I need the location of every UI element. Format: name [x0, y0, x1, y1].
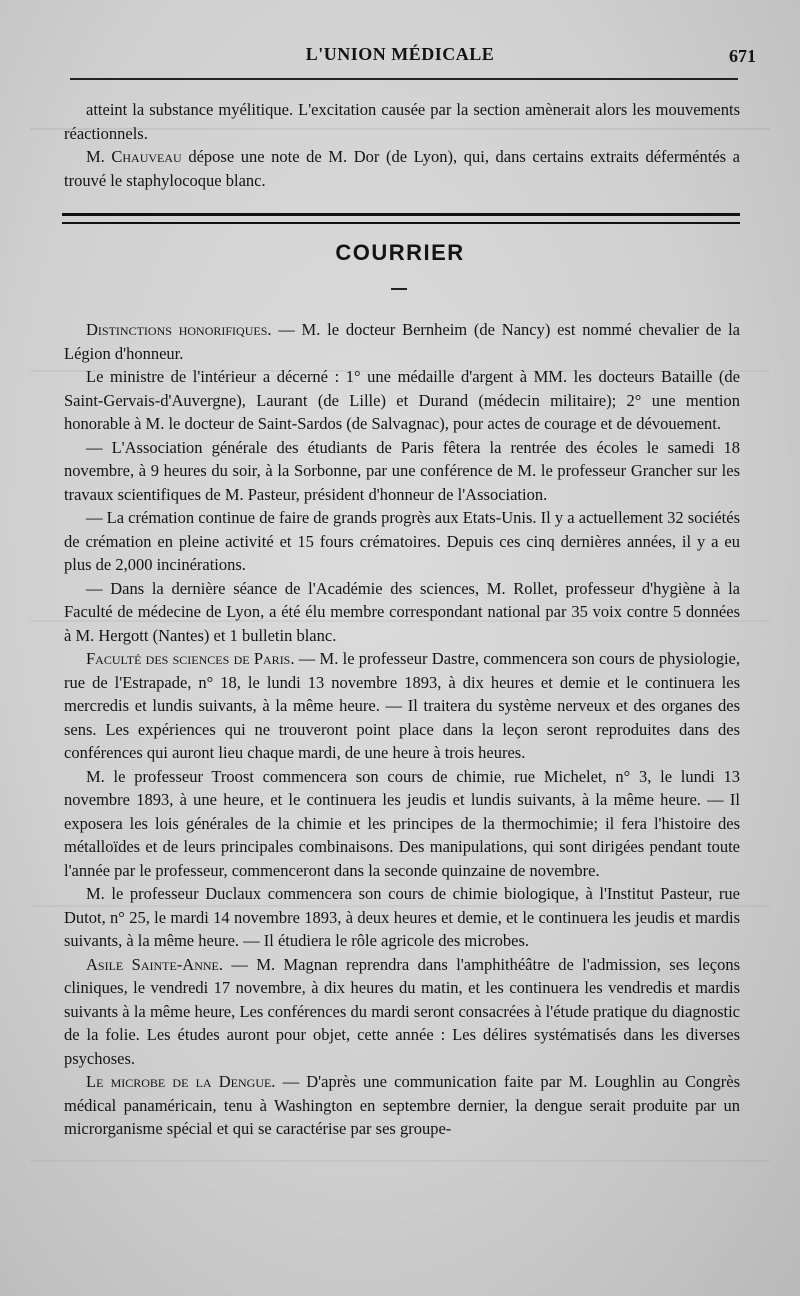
distinctions-paragraph	[64, 318, 740, 365]
asile-label: Asile Sainte-Anne.	[86, 954, 224, 974]
faculte-text: — M. le professeur Dastre, commencera son cours de physiologie, rue de l'Estrapade, n° 18, le lundi 13 novembre 1893, à dix heures et demie et le continuera les mercredis et lundis suivants, à la même heure. — Il traitera du système nerveux et des organes des sens. Les expériences qui ne trouveront point place dans la leçon seront reproduites dans des conférences qui auront lieu chaque mardi, de une heure à trois heures.	[64, 649, 740, 762]
chauveau-name: M. Chauveau	[86, 147, 182, 166]
title-dash	[391, 288, 407, 290]
academie-paragraph: — Dans la dernière séance de l'Académie des sciences, M. Rollet, professeur d'hygiène à la Faculté de médecine de Lyon, a été élu membre correspondant national par 35 voix contre 5 données à M. Hergott (Nantes) et 1 bulletin blanc.	[64, 578, 740, 645]
running-header-title: L'UNION MÉDICALE	[305, 44, 495, 64]
courrier-block	[64, 318, 740, 1141]
header-rule	[70, 78, 738, 80]
troost-paragraph: M. le professeur Troost commencera son cours de chimie, rue Michelet, n° 3, le lundi 13 novembre 1893, à une heure, et le continuera les jeudis et lundis suivants, à la même heure. — Il exposera les lois générales de la chimie et les principes de la thermochimie; il fera l'histoire des métalloïdes et de leurs principales combinaisons. Des manipulations, qui sont dirigées pendant toute l'année par le professeur, commenceront dans la seconde quinzaine de novembre.	[64, 766, 740, 880]
bleed-through-line	[30, 1160, 770, 1162]
faculte-paragraph	[64, 647, 740, 765]
chauveau-paragraph	[64, 145, 740, 192]
distinctions-text: — M. le docteur Bernheim (de Nancy) est nommé chevalier de la Légion d'honneur.	[64, 320, 740, 363]
asile-text: — M. Magnan reprendra dans l'amphithéâtre de l'admission, ses leçons cliniques, le vendredi 17 novembre, à dix heures du matin, et les continuera les vendredis et mardis suivants à la même heure, Les conférences du mardi seront consacrées à l'étude pratique du diagnostic de la folie. Les études auront pour objet, cette année : Les délires systématisés dans les diverses psychoses.	[64, 954, 740, 1068]
section-title: COURRIER	[335, 240, 465, 265]
asile-paragraph	[64, 953, 740, 1071]
dengue-paragraph	[64, 1070, 740, 1141]
dengue-label: Le microbe de la Dengue.	[86, 1072, 276, 1091]
intro-block	[64, 98, 740, 192]
page-number: 671	[729, 46, 756, 66]
duclaux-paragraph: M. le professeur Duclaux commencera son cours de chimie biologique, à l'Institut Pasteur, rue Dutot, n° 25, le mardi 14 novembre 1893, à deux heures et demie, et le continuera les jeudis et mardis suivants, à la même heure. — Il étudiera le rôle agricole des microbes.	[64, 884, 740, 950]
distinctions-label: Distinctions honorifiques.	[86, 320, 272, 339]
chauveau-text: dépose une note de M. Dor (de Lyon), qui, dans certains extraits déferméntés a trouvé le staphylocoque blanc.	[64, 147, 740, 190]
association-paragraph: — L'Association générale des étudiants de Paris fêtera la rentrée des écoles le samedi 18 novembre, à 9 heures du soir, à la Sorbonne, par une conférence de M. le professeur Grancher sur les travaux scientifiques de M. Pasteur, président d'honneur de l'Association.	[64, 437, 740, 504]
ministre-paragraph: Le ministre de l'intérieur a décerné : 1° une médaille d'argent à MM. les docteurs Bataille (de Saint-Gervais-d'Auvergne), Laurant (de Lille) et Durand (médecin militaire); 2° une mention honorable à M. le docteur de Saint-Sardos (de Salvagnac), pour actes de courage et de dévouement.	[64, 367, 740, 433]
cremation-paragraph: — La crémation continue de faire de grands progrès aux Etats-Unis. Il y a actuellement 32 sociétés de crémation en pleine activité et 15 fours crématoires. Depuis ces cinq dernières années, il y a eu plus de 2,000 incinérations.	[64, 508, 740, 574]
section-separator	[62, 213, 740, 224]
faculte-label: Faculté des sciences de Paris.	[86, 649, 295, 668]
dengue-text: — D'après une communication faite par M. Loughlin au Congrès médical panaméricain, tenu à Washington en septembre dernier, la dengue serait produite par un microrganisme spécial et qui se caractérise par ses groupe-	[64, 1072, 740, 1138]
intro-paragraph: atteint la substance myélitique. L'excitation causée par la section amènerait alors les mouvements réactionnels.	[64, 100, 740, 143]
